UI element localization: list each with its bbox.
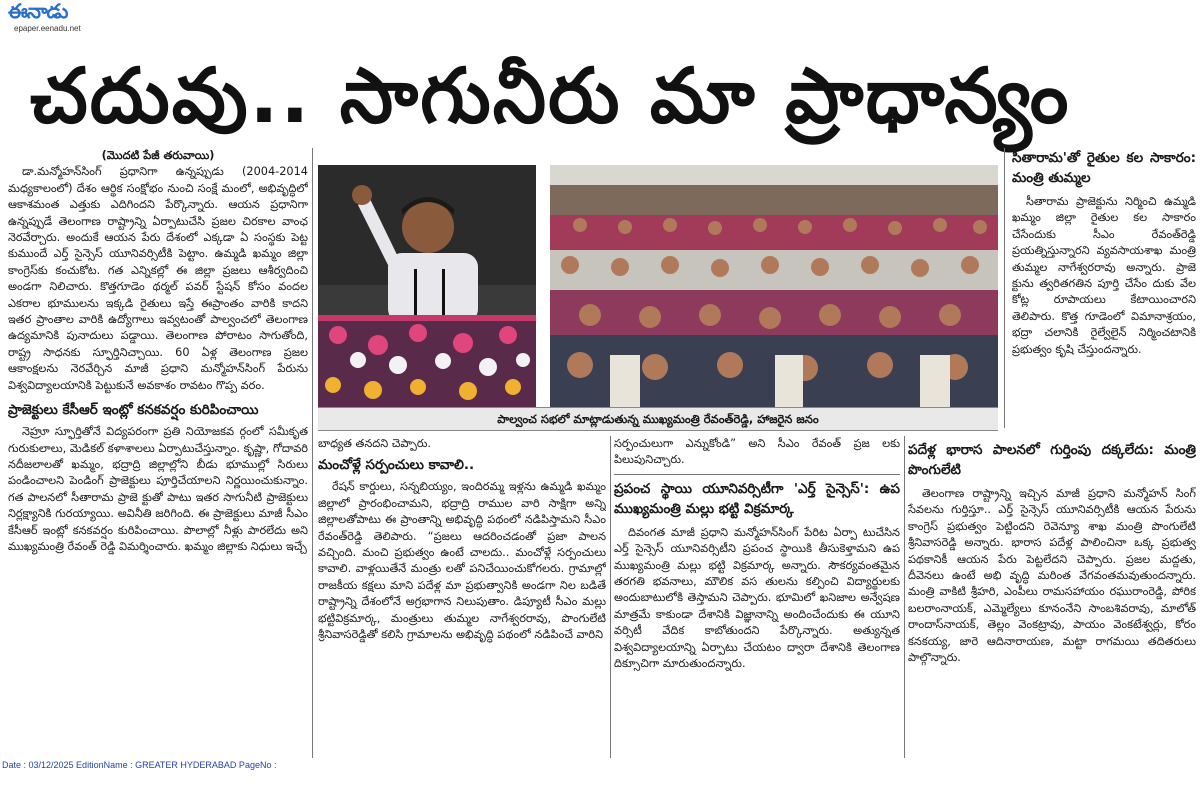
col1-subhead: ప్రాజెక్టులు కేసీఆర్ ఇంట్లో కనకవర్షం కురిపించాయి <box>8 402 259 419</box>
col3-paragraph: దివంగత మాజీ ప్రధాని మన్మోహన్‌సింగ్ పేరిట ఏర్పా టుచేసిన ఎర్త్ సైన్సెస్ యూనివర్సిటీని ప్రపంచ స్థాయికి తీసుకెళ్తామని ఉప ముఖ్యమంత్రి మల్లు భట్టి విక్రమార్క అన్నారు. సౌకర్యవంతమైన తరగతి భవనాలు, మౌలిక వస తులను కల్పించి విద్యార్థులకు అందుబాటులోకి తెస్తామని చెప్పారు. భూమిలో ఖనిజాల అన్వేషణ మాత్రమే కాకుండా దేశానికి విజ్ఞానాన్ని అందించేందుకు ఈ యూని వర్సిటీ వేదిక కాబోతుందని పేర్కొన్నారు. అత్యున్నత విశ్వవిద్యాలయాన్ని ఏర్పాటు చేయటం ద్వారా దేశానికి తెలంగాణ దిక్సూచిగా మారుతుందన్నారు. <box>614 525 900 671</box>
col1-paragraph-2: నెహ్రూ స్ఫూర్తితోనే విద్యపరంగా ప్రతి నియోజకవ ర్గంలో సమీకృత గురుకులాలు, మెడికల్ కళాశాలలు ఏర్పాటుచేస్తున్నాం. కృష్ణా, గోదావరి నదీజలాలతో ఖమ్మం, భద్రాద్రి జిల్లాల్లోని బీడు భూముల్లో సిరులు పండించాలని పెండింగ్ ప్రాజెక్టులు పూర్తిచేయాలని నిర్ణయించుకున్నాం. గత పాలనలో సీతారామ ప్రాజె క్టుతో పాటు ఇతర సాగునీటి ప్రాజెక్టులు నిర్లక్ష్యానికి గురయ్యాయి. అవినీతి జరిగింది. ఈ ప్రాజెక్టులు మాజీ సీఎం కేసీఆర్ ఇంట్లో కనకవర్షం కురిపించాయి. పొలాల్లో నీళ్లు పారలేదు అని ముఖ్యమంత్రి రేవంత్ రెడ్డి విమర్శించారు. ఖమ్మం జిల్లాకు నిధులు ఇచ్చే <box>8 425 308 553</box>
column-divider <box>1004 148 1005 428</box>
photo-caption: పాల్వంచ సభలో మాట్లాడుతున్న ముఖ్యమంత్రి రేవంత్‌రెడ్డి, హాజరైన జనం <box>318 407 998 431</box>
edition-footer: Date : 03/12/2025 EditionName : GREATER HYDERABAD PageNo : <box>2 760 277 770</box>
masthead-url: epaper.eenadu.net <box>14 24 81 33</box>
section-rule <box>614 474 900 475</box>
column-1 <box>8 148 308 758</box>
col2-paragraph: రేషన్ కార్డులు, సన్నబియ్యం, ఇందిరమ్మ ఇళ్లను ఉమ్మడి ఖమ్మం జిల్లాలో ప్రారంభించామని, భద్రాద్రి రాముల వారి సాక్షిగా అన్ని జిల్లాలతోపాటు ఈ ప్రాంతాన్ని అభివృద్ధి పథంలో నడిపిస్తామని సీఎం రేవంత్‌రెడ్డి తెలిపారు. “ప్రజలు ఆదరించడంతో ప్రజా పాలన వచ్చింది. మంచి ప్రభుత్వం ఉంటే చాలదు.. మంచోళ్లే సర్పంచులు కావాలి. వాళ్లయితేనే మంత్రు లతో పనిచేయించుకోగలరు. గ్రామాల్లో రాజకీయ కక్షలు మాని పదేళ్ల మా ప్రభుత్వానికి అండగా నిల బడితే రాష్ట్రాన్ని దేశంలోనే అగ్రభాగాన నిలుపుతాం. డిప్యూటీ సీఎం మల్లు భట్టివిక్రమార్క, మంత్రులు తుమ్మల నాగేశ్వరరావు, పొంగులేటి శ్రీనివాసరెడ్డితో కలిసి గ్రామాలను అభివృద్ధి పథంలో నడిపించే వారిని <box>318 480 606 642</box>
column-4-top <box>1012 148 1196 430</box>
col4-bottom-subhead: పదేళ్ల భారాస పాలనలో గుర్తింపు దక్కలేదు: మంత్రి పొంగులేటి <box>908 442 1196 478</box>
col3-lead: సర్పంచులుగా ఎన్నుకోండి” అని సీఎం రేవంత్ ప్రజ లకు పిలుపునిచ్చారు. <box>614 437 900 467</box>
eenadu-logo: ఈనాడు <box>8 0 68 23</box>
column-2 <box>318 436 606 758</box>
column-divider <box>610 436 611 758</box>
headline: చదువు.. సాగునీరు మా ప్రాధాన్యం <box>30 51 1071 140</box>
col4-top-paragraph: సీతారామ ప్రాజెక్టును నిర్మించి ఉమ్మడి ఖమ్మం జిల్లా రైతుల కల సాకారం చేసేందుకు సీఎం రేవంత్‌రెడ్డి ప్రయత్నిస్తున్నారని వ్యవసాయశాఖ మంత్రి తుమ్మల నాగేశ్వరరావు అన్నారు. ప్రాజె క్టును త్వరితగతిన పూర్తి చేసేం దుకు వేల కోట్ల రూపాయలు కేటాయించారని తెలిపారు. కొత్త గూడెంలో విమానాశ్రయం, భద్రా చలానికి రైల్వేలైన్ నిర్మించటానికి ప్రభుత్వం కృషి చేస్తుందన్నారు. <box>1012 195 1196 356</box>
col2-lead: బాధ్యత తనదని చెప్పారు. <box>318 437 432 450</box>
col3-subhead: ప్రపంచ స్థాయి యూనివర్సిటీగా 'ఎర్త్ సైన్సెస్': ఉప ముఖ్యమంత్రి మల్లు భట్టి విక్రమార్క <box>614 480 900 517</box>
speaker-photo <box>318 165 536 407</box>
continued-note: (మొదటి పేజీ తరువాయి) <box>101 149 215 162</box>
col4-top-subhead: సీతారామ'తో రైతుల కల సాకారం: మంత్రి తుమ్మల <box>1012 150 1196 186</box>
crowd-photo <box>550 165 998 407</box>
col4-bottom-paragraph: తెలంగాణ రాష్ట్రాన్ని ఇచ్చిన మాజీ ప్రధాని మన్మోహన్ సింగ్ సేవలను గుర్తిస్తూ.. ఎర్త్ సైన్సెస్ యూనివర్సిటీకి ఆయన పేరును కాంగ్రెస్ ప్రభుత్వం పెట్టిందని రెవెన్యూ శాఖ మంత్రి పొంగులేటి శ్రీనివాసరెడ్డి అన్నారు. భారాస పదేళ్ల పాలించినా ఒక్క ప్రభుత్వ పథకానికీ ఆయన పేరు పెట్టలేదని చెప్పారు. ప్రజల మద్దతు, దీవెనలు ఉంటే అభి వృద్ధి మరింత వేగవంతమవుతుందన్నారు. మంత్రి వాకిటి శ్రీహరి, ఎంపీలు రామసహాయం రఘురాంరెడ్డి, పోరిక బలరాంనాయక్, ఎమ్మెల్యేలు కూనంనేని సాంబశివరావు, మాలోత్ రాందాస్‌నాయక్, తెల్లం వెంకట్రావు, పాయం వెంకటేశ్వర్లు, కోరం కనకయ్య, జారె ఆదినారాయణ, మట్టా రాగమయి తదితరులు పాల్గొన్నారు. <box>908 487 1196 665</box>
column-divider <box>312 148 313 758</box>
col2-subhead: మంచోళ్లే సర్పంచులు కావాలి.. <box>318 457 475 474</box>
col1-paragraph-1: డా.మన్మోహన్‌సింగ్ ప్రధానిగా ఉన్నప్పుడు (2004-2014 మధ్యకాలంలో) దేశం ఆర్థిక సంక్షోభం నుంచి సంక్షే మంలో, అభివృద్ధిలో ఆకాశమంత ఎత్తుకు ఎదిగిందని పేర్కొన్నారు. ఆయన ప్రధానిగా ఉన్నప్పుడే తెలంగాణ రాష్ట్రాన్ని ఏర్పాటుచేసి ప్రజల చిరకాల వాంఛ నెరవేర్చారు. అందుకే ఆయన పేరు దేశంలో ఎక్కడా ఏ సంస్థకు పెట్ట కుముందే ఎర్త్ సైన్సెస్ యూనివర్సిటీకి పెట్టాం. ఉమ్మడి ఖమ్మం జిల్లా కాంగ్రెస్‌కు కంచుకోట. గత ఎన్నికల్లో ఈ జిల్లా ప్రజలు ఆశీర్వదించి అండగా నిలిచారు. కొత్తగూడెం థర్మల్ పవర్ స్టేషన్ కోసం వందల ఎకరాల భూములను ఇక్కడి రైతులు ఇస్తే ఈప్రాంతం వారికి కాదని ఇతర ప్రాంతాల వారికి ఉద్యోగాలు ఇవ్వటంతో పాల్వంచలో తెలంగాణ ఉద్యమానికి పునాదులు పడ్డాయి. తెలంగాణ పోరాటం సాగుతోంది, రాష్ట్ర సాధనకు స్ఫూర్తినిచ్చాయి. 60 ఏళ్ల తెలంగాణ ప్రజల ఆకాంక్షలను నెరవేర్చిన మాజీ ప్రధాని మన్మోహన్‌సింగ్ పేరును విశ్వవిద్యాలయానికి పెట్టుకునే అవకాశం రావటం గొప్ప వరం. <box>8 165 308 392</box>
column-divider <box>904 436 905 758</box>
column-4-bottom <box>908 440 1196 758</box>
column-3 <box>614 436 900 758</box>
